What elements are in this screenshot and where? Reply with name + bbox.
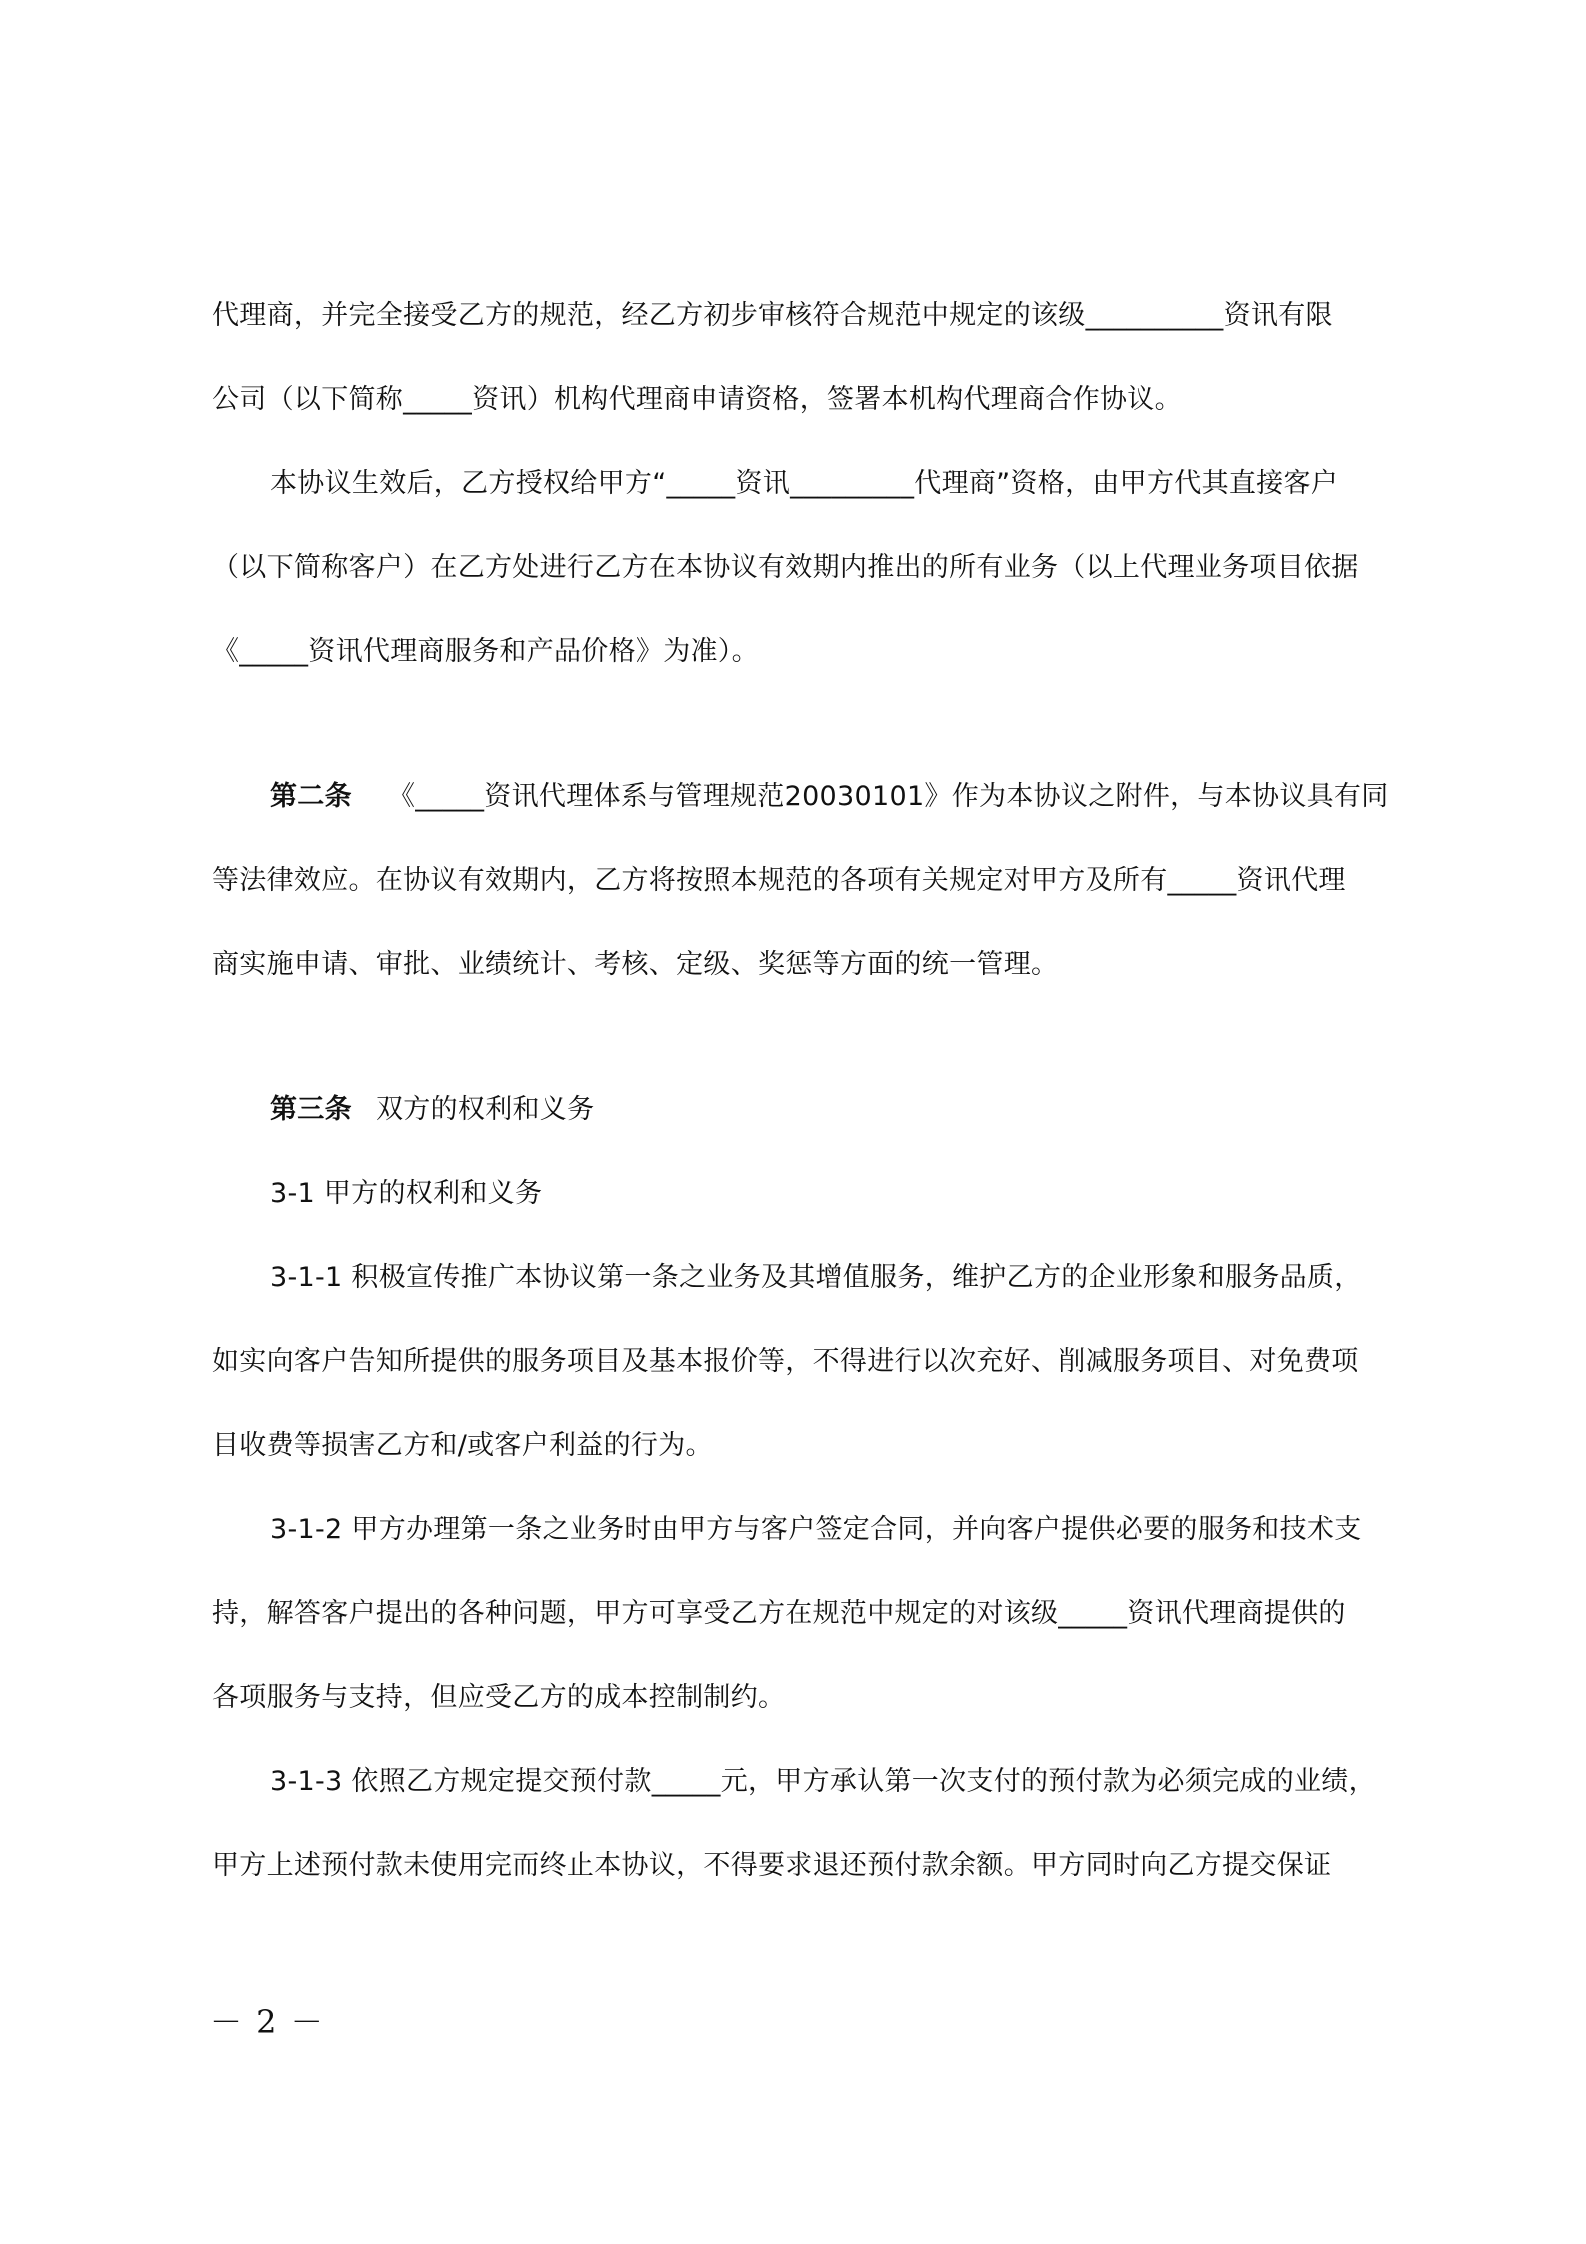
paragraph-line: 《_____资讯代理商服务和产品价格》为准）。 xyxy=(212,636,759,667)
paragraph-line: （以下简称客户）在乙方处进行乙方在本协议有效期内推出的所有业务（以上代理业务项目依据 xyxy=(212,552,1359,583)
article-heading-3: 第三条 xyxy=(270,1094,352,1125)
paragraph-line: 3-1-2 甲方办理第一条之业务时由甲方与客户签定合同，并向客户提供必要的服务和技术支 xyxy=(270,1514,1362,1545)
paragraph-line: 3-1-1 积极宣传推广本协议第一条之业务及其增值服务，维护乙方的企业形象和服务品质， xyxy=(270,1262,1362,1293)
paragraph-line: 各项服务与支持，但应受乙方的成本控制制约。 xyxy=(212,1682,786,1713)
paragraph-line: 甲方上述预付款未使用完而终止本协议，不得要求退还预付款余额。甲方同时向乙方提交保证 xyxy=(212,1850,1332,1881)
paragraph-line: 持，解答客户提出的各种问题，甲方可享受乙方在规范中规定的对该级_____资讯代理商提供的 xyxy=(212,1598,1346,1629)
paragraph-line: 代理商，并完全接受乙方的规范，经乙方初步审核符合规范中规定的该级__________资讯有限 xyxy=(212,300,1333,331)
paragraph-line: 目收费等损害乙方和/或客户利益的行为。 xyxy=(212,1430,713,1461)
paragraph-line: 等法律效应。在协议有效期内，乙方将按照本规范的各项有关规定对甲方及所有_____资讯代理 xyxy=(212,865,1346,896)
section-heading: 3-1 甲方的权利和义务 xyxy=(270,1178,543,1209)
paragraph-line: 《_____资讯代理体系与管理规范20030101》作为本协议之附件，与本协议具有同 xyxy=(388,781,1389,812)
page-number: － 2 － xyxy=(210,2003,325,2041)
paragraph-line: 公司（以下简称_____资讯）机构代理商申请资格，签署本机构代理商合作协议。 xyxy=(212,384,1182,415)
article-title-3: 双方的权利和义务 xyxy=(376,1094,595,1125)
article-heading-2: 第二条 xyxy=(270,781,352,812)
paragraph-line: 商实施申请、审批、业绩统计、考核、定级、奖惩等方面的统一管理。 xyxy=(212,949,1059,980)
paragraph-line: 如实向客户告知所提供的服务项目及基本报价等，不得进行以次充好、削减服务项目、对免费项 xyxy=(212,1346,1359,1377)
paragraph-line: 3-1-3 依照乙方规定提交预付款_____元，甲方承认第一次支付的预付款为必须完成的业绩， xyxy=(270,1766,1376,1797)
paragraph-line: 本协议生效后，乙方授权给甲方“_____资讯_________代理商”资格，由甲方代其直接客户 xyxy=(270,468,1339,499)
